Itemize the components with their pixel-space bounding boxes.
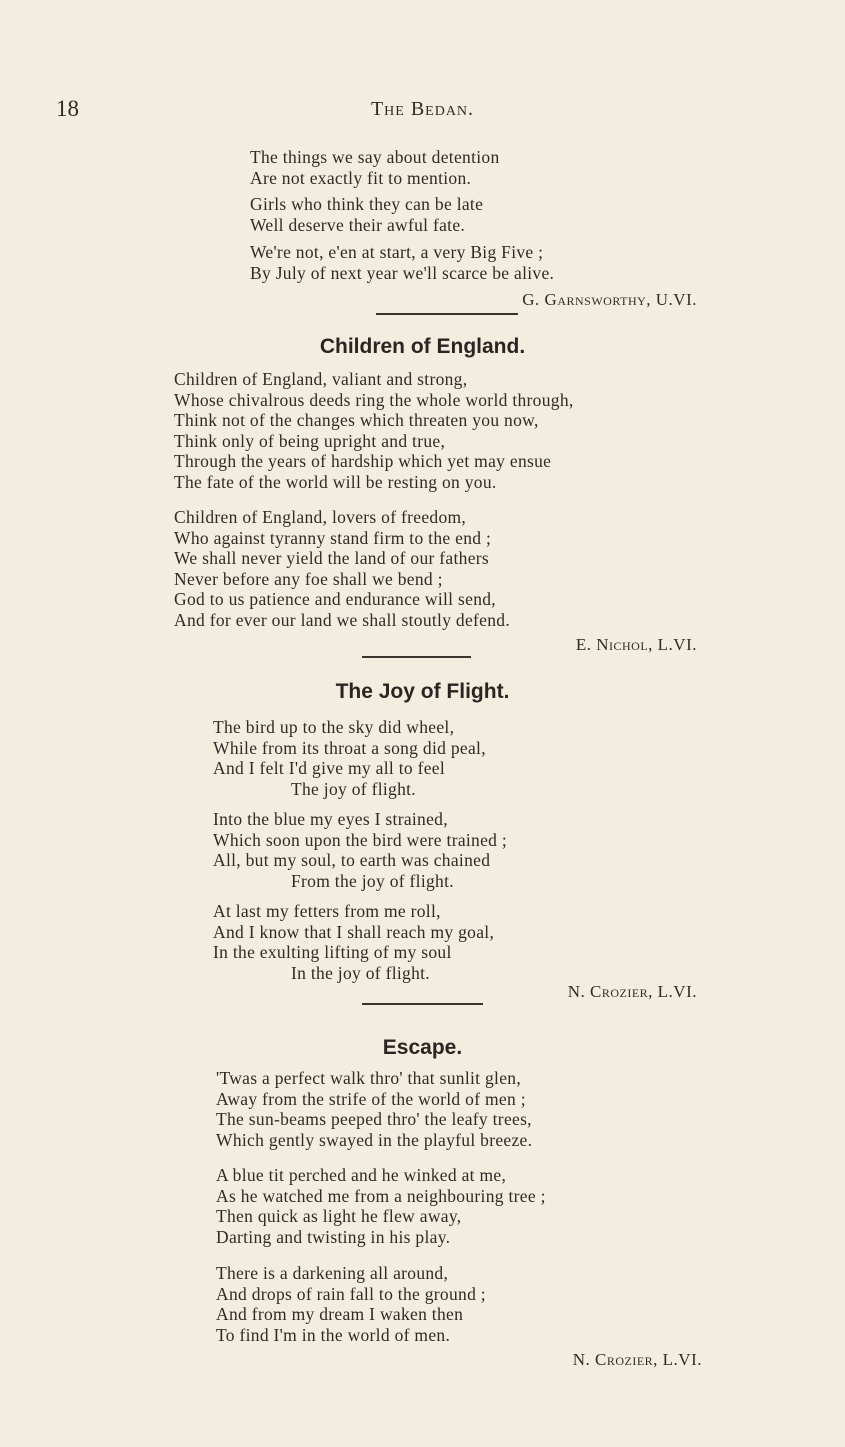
stanza xyxy=(250,242,554,283)
stanza xyxy=(216,1068,532,1150)
verse-line: And for ever our land we shall stoutly defend. xyxy=(174,609,511,630)
author-signature: E. Nichol, L.VI. xyxy=(575,635,697,654)
stanza xyxy=(213,717,486,799)
verse-line: At last my fetters from me roll, xyxy=(213,901,441,921)
verse-line: Are not exactly fit to mention. xyxy=(250,167,472,188)
verse-line: In the exulting lifting of my soul xyxy=(213,942,452,962)
verse-line: Through the years of hardship which yet may ensue xyxy=(174,451,552,471)
stanza xyxy=(174,369,574,492)
poem-title: Children of England. xyxy=(319,335,526,358)
verse-line: Away from the strife of the world of men ; xyxy=(216,1088,526,1109)
verse-line: The things we say about detention xyxy=(250,147,500,167)
stanza xyxy=(216,1263,486,1345)
poem-title: The Joy of Flight. xyxy=(335,680,510,703)
stanza xyxy=(213,809,507,891)
stanza xyxy=(213,901,494,983)
verse-line: While from its throat a song did peal, xyxy=(213,737,486,758)
verse-line: Girls who think they can be late xyxy=(250,194,484,214)
verse-line: A blue tit perched and he winked at me, xyxy=(216,1165,507,1185)
author-signature: G. Garnsworthy, U.VI. xyxy=(522,290,697,309)
verse-line: Whose chivalrous deeds ring the whole world through, xyxy=(174,389,574,410)
divider xyxy=(362,1003,483,1005)
divider xyxy=(362,656,471,658)
verse-line: Think not of the changes which threaten you now, xyxy=(174,410,539,430)
journal-title: The Bedan. xyxy=(370,98,475,120)
stanza xyxy=(250,147,500,188)
verse-line: Darting and twisting in his play. xyxy=(216,1226,451,1247)
verse-line: And drops of rain fall to the ground ; xyxy=(216,1283,486,1304)
verse-line: Children of England, lovers of freedom, xyxy=(174,507,467,527)
verse-line: Then quick as light he flew away, xyxy=(216,1206,462,1226)
verse-line: Into the blue my eyes I strained, xyxy=(213,809,448,829)
page-number: 18 xyxy=(56,96,79,121)
verse-line: And from my dream I waken then xyxy=(216,1304,464,1324)
verse-line: We shall never yield the land of our fathers xyxy=(174,548,490,568)
stanza xyxy=(174,507,510,630)
verse-line: Which gently swayed in the playful breeze. xyxy=(216,1129,533,1150)
verse-line: All, but my soul, to earth was chained xyxy=(213,850,491,870)
author-signature: N. Crozier, L.VI. xyxy=(567,982,697,1001)
verse-line: The bird up to the sky did wheel, xyxy=(213,717,455,737)
verse-line: The sun-beams peeped thro' the leafy trees, xyxy=(216,1109,532,1129)
verse-line: Think only of being upright and true, xyxy=(174,430,446,451)
verse-line: Well deserve their awful fate. xyxy=(250,214,466,235)
stanza xyxy=(250,194,483,235)
poem-title: Escape. xyxy=(382,1036,463,1059)
verse-line: As he watched me from a neighbouring tree ; xyxy=(216,1185,546,1206)
verse-line: 'Twas a perfect walk thro' that sunlit glen, xyxy=(216,1068,521,1088)
verse-line: By July of next year we'll scarce be alive. xyxy=(250,262,555,283)
verse-line: The joy of flight. xyxy=(291,778,416,799)
verse-line: And I know that I shall reach my goal, xyxy=(213,921,495,942)
verse-line: There is a darkening all around, xyxy=(216,1263,449,1283)
verse-line: Which soon upon the bird were trained ; xyxy=(213,829,508,850)
verse-line: Who against tyranny stand firm to the end ; xyxy=(174,527,492,548)
verse-line: Never before any foe shall we bend ; xyxy=(174,568,443,589)
verse-line: To find I'm in the world of men. xyxy=(216,1324,451,1345)
divider xyxy=(376,313,518,315)
verse-line: God to us patience and endurance will send, xyxy=(174,589,496,609)
verse-line: And I felt I'd give my all to feel xyxy=(213,758,446,778)
author-signature: N. Crozier, L.VI. xyxy=(572,1350,702,1369)
verse-line: We're not, e'en at start, a very Big Five ; xyxy=(250,242,544,262)
stanza xyxy=(216,1165,546,1247)
verse-line: In the joy of flight. xyxy=(291,962,430,983)
verse-line: Children of England, valiant and strong, xyxy=(174,369,468,389)
verse-line: The fate of the world will be resting on you. xyxy=(174,471,497,492)
verse-line: From the joy of flight. xyxy=(291,870,454,891)
